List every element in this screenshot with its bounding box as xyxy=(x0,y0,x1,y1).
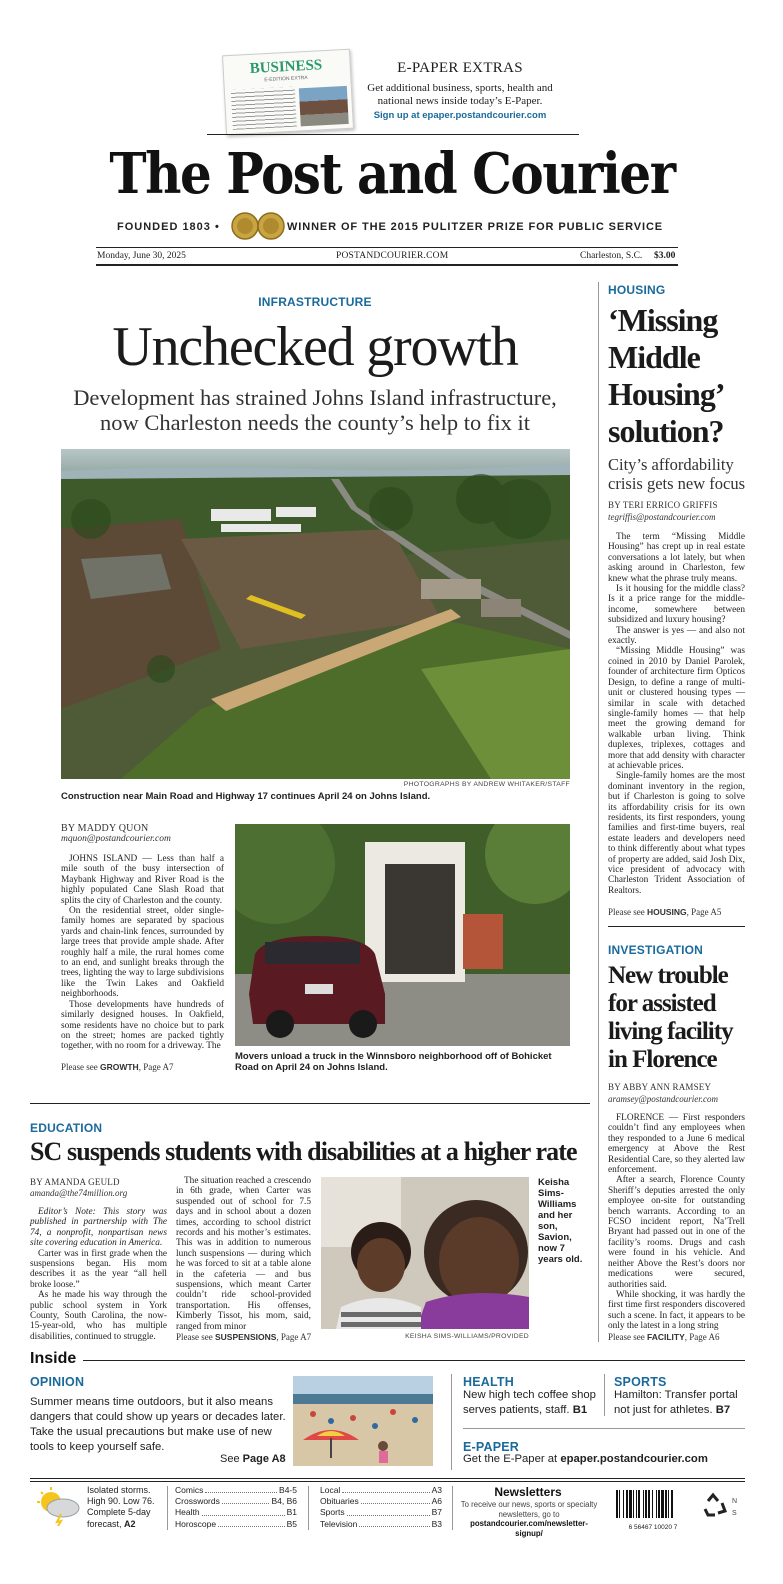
index-label: Local xyxy=(320,1485,341,1495)
recycle-letters: N S xyxy=(732,1498,738,1517)
dateline-bottom-rule xyxy=(96,264,678,266)
thumb-title: BUSINESS xyxy=(249,57,323,77)
lead-aerial-photo[interactable] xyxy=(61,449,570,779)
jump-page: , Page A7 xyxy=(138,1062,174,1072)
jump-page: , Page A7 xyxy=(276,1332,312,1342)
housing-paragraph: “Missing Middle Housing” was coined in 2010 by Daniel Parolek, founder of architecture firm Opticos Design, to define a range of multi-unit or clustered housing types — similar in scale with detached single-family homes — that help meet the growing demand for walkable urban living. Think duplexes, triplexes, cottages and more that add density with character at achievable prices. xyxy=(608,646,745,771)
health-page: B1 xyxy=(572,1404,588,1416)
index-label: Crosswords xyxy=(175,1496,220,1507)
index-label: Sports xyxy=(320,1507,345,1518)
epaper-text: Get the E-Paper at xyxy=(463,1453,558,1465)
lead-deck: Development has strained Johns Island infrastructure, now Charleston needs the county’s help to fix it xyxy=(73,385,557,435)
weather-line: Complete 5-day xyxy=(87,1507,151,1518)
barcode xyxy=(614,1490,692,1531)
barcode-bar xyxy=(626,1490,628,1518)
education-kicker[interactable]: EDUCATION xyxy=(30,1121,103,1135)
index-page: B3 xyxy=(431,1518,442,1529)
thumb-photo xyxy=(299,86,349,126)
barcode-bar xyxy=(616,1490,618,1518)
jump-word: HOUSING xyxy=(646,907,687,917)
newsletters-text xyxy=(458,1500,600,1538)
dateline-date: Monday, June 30, 2025 xyxy=(97,251,186,261)
lead-photo-caption: Construction near Main Road and Highway 17 continues April 24 on Johns Island. xyxy=(61,791,431,802)
barcode-bar xyxy=(648,1490,650,1518)
masthead-title: The Post and Courier xyxy=(109,140,675,207)
footer-top-rule-2 xyxy=(30,1481,745,1482)
beach-photo[interactable] xyxy=(293,1376,433,1466)
right-column-divider xyxy=(598,282,599,1342)
investigation-headline[interactable]: New trouble for assisted living facility in Florence xyxy=(608,962,733,1073)
barcode-bar xyxy=(633,1490,634,1518)
education-paragraph: As he made his way through the public school system in York County, South Carolina, the now-15-year-old, who has multiple disabilities, continued to struggle. xyxy=(30,1290,167,1342)
lead-jump[interactable] xyxy=(61,1062,173,1072)
jump-prefix: Please see xyxy=(61,1062,98,1072)
barcode-bar xyxy=(629,1490,632,1518)
dateline-site[interactable]: POSTANDCOURIER.COM xyxy=(336,251,449,261)
inside-title: Inside xyxy=(30,1350,77,1367)
barcode-bar xyxy=(623,1490,624,1518)
housing-byline: BY TERI ERRICO GRIFFIS xyxy=(608,500,718,510)
index-item[interactable] xyxy=(320,1507,442,1518)
index-item[interactable] xyxy=(175,1496,297,1507)
movers-photo-caption: Movers unload a truck in the Winnsboro neighborhood off of Bohicket Road on April 24 on Johns Island. xyxy=(235,1051,552,1073)
index-page: A3 xyxy=(431,1485,442,1495)
jump-prefix: Please see xyxy=(176,1332,213,1342)
pulitzer-medals-icon xyxy=(230,211,286,241)
housing-bottom-rule xyxy=(608,926,745,927)
education-editors-note: Editor’s Note: This story was published in partnership with The 74, a nonprofit, nonpartisan news site covering education in America. xyxy=(30,1207,167,1249)
lead-kicker[interactable]: INFRASTRUCTURE xyxy=(258,295,372,309)
selfie-photo-caption: Keisha Sims-Williams and her son, Savion, now 7 years old. xyxy=(538,1177,583,1265)
index-item[interactable] xyxy=(175,1519,297,1530)
jump-page: , Page A6 xyxy=(684,1332,720,1342)
education-paragraph: Carter was in first grade when the suspensions began. His mom describes it as the year “all hell broke loose.” xyxy=(30,1248,167,1290)
index-page: A6 xyxy=(431,1496,442,1507)
weather-line: forecast, xyxy=(87,1518,122,1529)
jump-word: SUSPENSIONS xyxy=(214,1332,277,1342)
housing-deck: City’s affordability crisis gets new focus xyxy=(608,455,746,493)
index-label: Health xyxy=(175,1507,200,1518)
housing-body xyxy=(608,532,745,896)
investigation-body xyxy=(608,1113,745,1332)
barcode-bar xyxy=(652,1490,653,1518)
lead-headline[interactable]: Unchecked growth xyxy=(112,316,518,378)
jump-page: , Page A5 xyxy=(686,907,722,917)
footer-divider-2 xyxy=(308,1486,309,1530)
barcode-bar xyxy=(668,1490,669,1518)
education-paragraph: The situation reached a crescendo in 6th grade, when Carter was suspended out of school for 7.5 days and in school about a dozen times, according to school district records and his mother’s estimates. This was in addition to numerous lunch suspensions — during which he was forced to sit at a table alone in the cafeteria — and bus suspensions, which meant Carter couldn’t ride school-provided transportation. His offenses, Kimberly Tissot, his mom, said, ranged from minor xyxy=(176,1176,311,1332)
housing-email[interactable]: tegriffis@postandcourier.com xyxy=(608,512,716,522)
index-item[interactable] xyxy=(175,1485,297,1496)
index-label: Obituaries xyxy=(320,1496,359,1507)
housing-paragraph: Is it housing for the middle class? Is it a price range for the middle-income, somewhere between subsidized and luxury housing? xyxy=(608,584,745,626)
weather-forecast-line xyxy=(87,1519,155,1530)
education-headline[interactable]: SC suspends students with disabilities at a higher rate xyxy=(30,1137,577,1166)
newsletters-title: Newsletters xyxy=(494,1485,562,1499)
barcode-bar xyxy=(619,1490,620,1518)
footer-top-rule xyxy=(30,1478,745,1479)
selfie-photo-credit: KEISHA SIMS-WILLIAMS/PROVIDED xyxy=(405,1333,529,1340)
investigation-email[interactable]: aramsey@postandcourier.com xyxy=(608,1094,719,1104)
index-item[interactable] xyxy=(320,1519,442,1530)
founded-text: FOUNDED 1803 • xyxy=(117,221,220,233)
index-item[interactable] xyxy=(320,1485,442,1496)
index-label: Comics xyxy=(175,1485,204,1495)
opinion-page: Page A8 xyxy=(242,1453,286,1465)
jump-prefix: Please see xyxy=(608,907,645,917)
sports-page: B7 xyxy=(715,1404,731,1416)
weather-text xyxy=(87,1485,155,1530)
investigation-paragraph: FLORENCE — First responders couldn’t find any employees when they responded to a June 6 medical emergency at Above the Rest Residential Care, so they alerted law enforcement. xyxy=(608,1113,745,1176)
barcode-bar xyxy=(661,1490,664,1518)
jump-word: FACILITY xyxy=(646,1332,685,1342)
investigation-byline: BY ABBY ANN RAMSEY xyxy=(608,1082,712,1092)
footer-divider-1 xyxy=(167,1486,168,1530)
index-page: B1 xyxy=(286,1507,297,1518)
inside-divider-2 xyxy=(604,1374,605,1416)
investigation-paragraph: After a search, Florence County Sheriff’s deputies arrested the only employee on-site for outstanding bench warrants. According to an FCSO incident report, Na’Trell Bryant had passed out in one of the facility’s rooms. Drugs and cash were found in his vehicle. And neither Above the Rest’s doors nor medications were secured, authorities said. xyxy=(608,1175,745,1290)
housing-paragraph: Single-family homes are the most dominant inventory in the region, but if Charleston is going to solve its affordability crisis for its own residents, its first responders, young families and first-time buyers, real estate leaders and developers need to think differently about what types of property are added, said Josh Dix, vice president of advocacy with Charleston Trident Association of Realtors. xyxy=(608,771,745,896)
barcode-bar xyxy=(645,1490,647,1518)
index-label: Television xyxy=(320,1518,358,1529)
lead-paragraph: JOHNS ISLAND — Less than half a mile south of the busy intersection of Maybank Highway and River Road is the highly populated Cane Slash Road that splits the city of Charleston and the county. xyxy=(61,854,224,906)
jump-word: GROWTH xyxy=(99,1062,139,1072)
eedition-thumbnail[interactable] xyxy=(222,49,354,136)
inside-rule xyxy=(83,1360,745,1361)
health-teaser xyxy=(463,1388,601,1418)
index-column-2 xyxy=(320,1485,442,1530)
weather-line: Isolated storms. xyxy=(87,1485,151,1495)
barcode-bar xyxy=(636,1490,637,1518)
thumb-text-lines xyxy=(231,87,297,130)
housing-kicker[interactable]: HOUSING xyxy=(608,283,666,297)
lead-byline: BY MADDY QUON xyxy=(61,823,149,834)
barcode-bar xyxy=(638,1490,640,1518)
education-top-rule xyxy=(30,1103,590,1104)
index-page: B4-5 xyxy=(279,1485,297,1495)
education-jump[interactable] xyxy=(176,1332,311,1342)
dateline-price: $3.00 xyxy=(654,251,676,261)
index-item[interactable] xyxy=(320,1496,442,1507)
jump-prefix: Please see xyxy=(608,1332,645,1342)
investigation-jump[interactable] xyxy=(608,1332,720,1342)
investigation-kicker[interactable]: INVESTIGATION xyxy=(608,943,704,957)
housing-paragraph: The answer is yes — and also not exactly. xyxy=(608,625,745,647)
housing-jump[interactable] xyxy=(608,907,721,917)
barcode-bar xyxy=(658,1490,660,1518)
sports-text: Hamilton: Transfer portal not just for athletes. xyxy=(614,1389,738,1416)
education-col2 xyxy=(176,1176,311,1332)
sports-kicker[interactable]: SPORTS xyxy=(614,1375,667,1389)
barcode-bar xyxy=(671,1490,673,1518)
barcode-bar xyxy=(643,1490,644,1518)
lead-photo-credit: PHOTOGRAPHS BY ANDREW WHITAKER/STAFF xyxy=(403,781,570,788)
index-item[interactable] xyxy=(175,1507,297,1518)
epaper-teaser xyxy=(463,1453,708,1465)
barcode-bar xyxy=(665,1490,667,1518)
health-text: New high tech coffee shop serves patients, staff. xyxy=(463,1389,596,1416)
index-page: B4, B6 xyxy=(271,1496,297,1507)
selfie-photo[interactable] xyxy=(321,1177,529,1329)
housing-headline[interactable]: ‘Missing Middle Housing’ solution? xyxy=(608,302,724,449)
movers-photo[interactable] xyxy=(235,824,570,1046)
opinion-see: See xyxy=(220,1453,240,1465)
health-kicker[interactable]: HEALTH xyxy=(463,1375,514,1389)
barcode-digits: 6 56467 10020 7 xyxy=(628,1524,678,1531)
thumb-subtitle: E-EDITION EXTRA xyxy=(264,74,308,84)
extras-signup-link[interactable]: Sign up at epaper.postandcourier.com xyxy=(373,110,547,121)
lead-paragraph: Those developments have hundreds of similarly designed houses. In Oakfield, some residents have no choice but to park on the street; homes are packed tightly together, with no room for a driveway. The xyxy=(61,999,224,1052)
opinion-kicker[interactable]: OPINION xyxy=(30,1375,85,1389)
sports-teaser xyxy=(614,1388,746,1418)
housing-paragraph: The term “Missing Middle Housing” has crept up in real estate conversations a lot lately, but when asking around in Charleston, few knew what the phrase truly means. xyxy=(608,532,745,584)
lead-paragraph: On the residential street, older single-family homes are separated by spacious yards and chain-link fences, surrounded by large trees that provide ample shade. After roughly half a mile, the rural homes come to an end, and sunlight breaks through the trees, lighting the way to large subdivisions like the Twin Lakes and Oakfield neighborhoods. xyxy=(61,906,224,1000)
barcode-bar xyxy=(656,1490,657,1518)
pulitzer-text: WINNER OF THE 2015 PULITZER PRIZE FOR PUBLIC SERVICE xyxy=(287,221,664,233)
investigation-paragraph: While shocking, it was hardly the first time first responders discovered such a scene. In fact, it appears to be only the latest in a long string xyxy=(608,1289,745,1332)
opinion-jump[interactable] xyxy=(220,1453,286,1465)
newsletters-link[interactable]: postandcourier.com/newsletter-signup/ xyxy=(470,1519,588,1538)
weather-page: A2 xyxy=(124,1518,136,1529)
epaper-link[interactable]: epaper.postandcourier.com xyxy=(560,1453,708,1465)
lead-email[interactable]: mquon@postandcourier.com xyxy=(61,834,171,844)
dateline-place: Charleston, S.C. xyxy=(580,251,643,261)
opinion-text: Summer means time outdoors, but it also means dangers that could show up years or decades later. Take the usual precautions but make use of new tools to keep yourself safe. xyxy=(30,1396,286,1453)
education-col1 xyxy=(30,1207,167,1342)
dateline-top-rule xyxy=(96,247,678,248)
education-byline: BY AMANDA GEULD xyxy=(30,1177,120,1187)
epaper-kicker[interactable]: E-PAPER xyxy=(463,1440,520,1454)
education-email[interactable]: amanda@the74million.org xyxy=(30,1188,128,1198)
inside-divider-3 xyxy=(463,1428,745,1429)
index-label: Horoscope xyxy=(175,1518,217,1529)
weather-line: High 90. Low 76. xyxy=(87,1496,155,1507)
inside-divider-1 xyxy=(451,1374,452,1470)
weather-storm-icon xyxy=(33,1486,83,1526)
extras-heading: E-PAPER EXTRAS xyxy=(397,60,523,76)
index-column-1 xyxy=(175,1485,297,1530)
index-page: B5 xyxy=(286,1518,297,1529)
newsletters-desc: To receive our news, sports or specialty newsletters, go to xyxy=(460,1500,598,1519)
recycle-icon xyxy=(700,1491,730,1521)
footer-divider-3 xyxy=(452,1486,453,1530)
lead-body xyxy=(61,854,224,1052)
extras-text: Get additional business, sports, health and national news inside today’s E-Paper. xyxy=(367,82,553,107)
index-page: B7 xyxy=(431,1507,442,1518)
